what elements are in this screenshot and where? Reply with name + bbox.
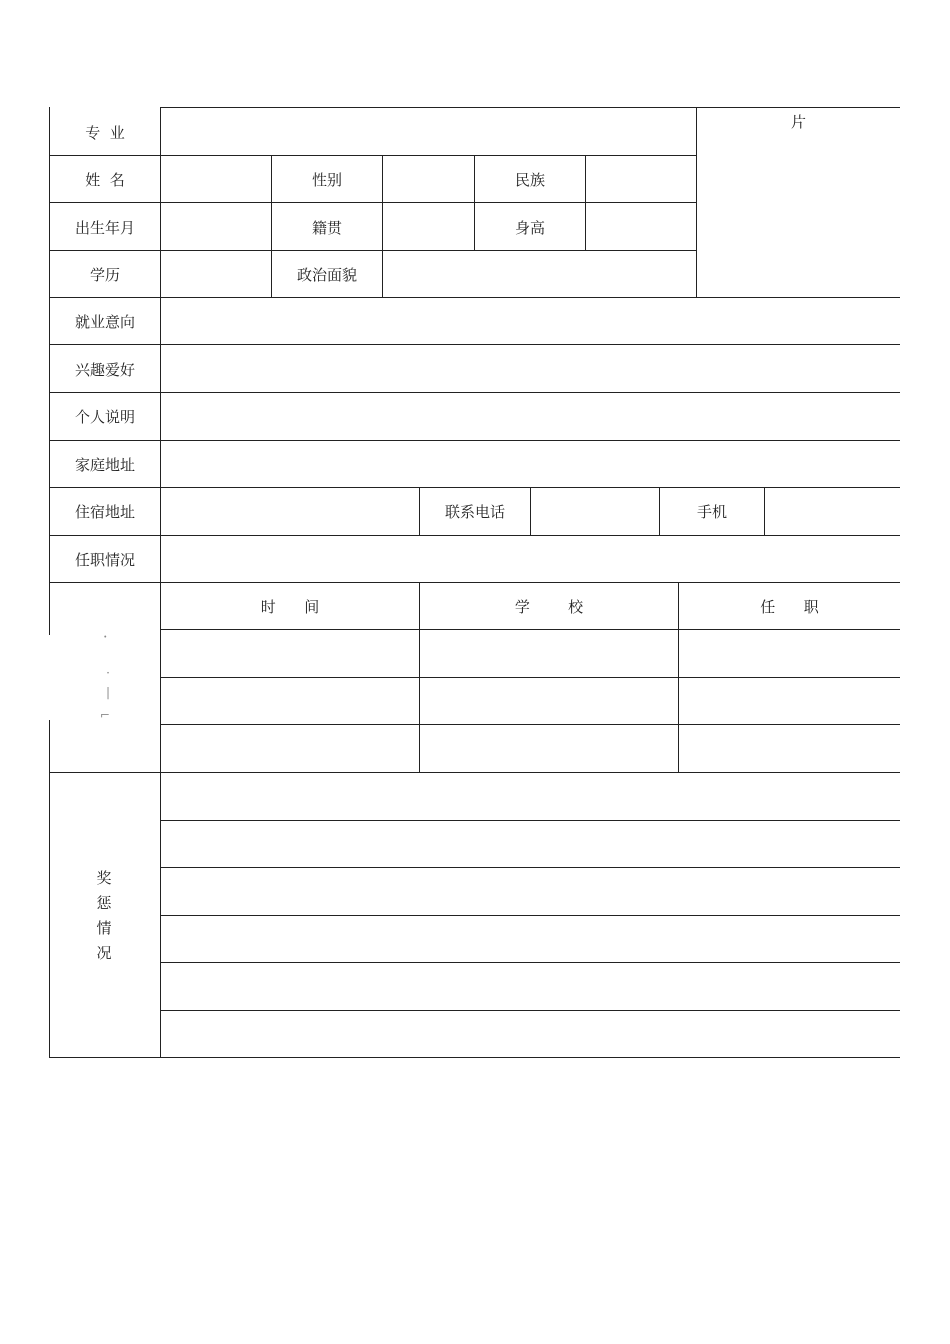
awards-label-char: 情 xyxy=(96,919,112,937)
contact-phone-field[interactable] xyxy=(531,488,659,535)
awards-row[interactable] xyxy=(161,963,900,1010)
mobile-field[interactable] xyxy=(765,488,900,535)
row-line xyxy=(49,582,900,583)
awards-row[interactable] xyxy=(161,868,900,915)
awards-row[interactable] xyxy=(161,916,900,962)
history-school-cell[interactable] xyxy=(420,630,678,677)
history-position-cell[interactable] xyxy=(679,630,900,677)
hobbies-field[interactable] xyxy=(161,345,900,392)
personal-statement-field[interactable] xyxy=(161,393,900,440)
major-field[interactable] xyxy=(161,108,696,155)
awards-row[interactable] xyxy=(161,1011,900,1057)
home-address-field[interactable] xyxy=(161,441,900,487)
border-bottom xyxy=(49,1057,900,1058)
native-place-field[interactable] xyxy=(383,203,474,250)
awards-label xyxy=(92,866,116,966)
dorm-address-label: 住宿地址 xyxy=(74,503,135,521)
major-label: 专 业 xyxy=(85,124,125,142)
obscured-glyph: · xyxy=(106,666,110,680)
photo-field[interactable] xyxy=(697,108,900,297)
gender-field[interactable] xyxy=(383,156,474,202)
history-position-header: 任 职 xyxy=(760,598,819,616)
history-time-cell[interactable] xyxy=(161,725,419,772)
height-label: 身高 xyxy=(514,219,545,237)
obscured-glyph: ⌐ xyxy=(99,708,111,722)
ethnicity-label: 民族 xyxy=(514,171,545,189)
hobbies-label: 兴趣爱好 xyxy=(74,361,135,379)
mobile-label: 手机 xyxy=(696,503,727,521)
border-left xyxy=(49,107,50,1058)
photo-label: 片 xyxy=(790,113,806,131)
height-field[interactable] xyxy=(586,203,696,250)
positions-label: 任职情况 xyxy=(74,551,135,569)
history-time-header: 时 间 xyxy=(260,598,320,616)
history-position-cell[interactable] xyxy=(679,678,900,724)
political-field[interactable] xyxy=(383,251,696,297)
personal-statement-label: 个人说明 xyxy=(74,408,135,426)
name-field[interactable] xyxy=(161,156,271,202)
home-address-label: 家庭地址 xyxy=(74,456,135,474)
positions-field[interactable] xyxy=(161,536,900,582)
dorm-address-field[interactable] xyxy=(161,488,419,535)
obscured-glyph: | xyxy=(105,685,111,699)
political-label: 政治面貌 xyxy=(296,266,357,284)
awards-label-char: 况 xyxy=(96,944,112,962)
name-label: 姓 名 xyxy=(85,171,125,189)
job-intention-field[interactable] xyxy=(161,298,900,344)
native-place-label: 籍贯 xyxy=(311,219,342,237)
history-time-cell[interactable] xyxy=(161,630,419,677)
awards-row[interactable] xyxy=(161,821,900,867)
awards-label-char: 惩 xyxy=(96,894,112,912)
contact-phone-label: 联系电话 xyxy=(444,503,505,521)
awards-label-char: 奖 xyxy=(96,869,112,887)
job-intention-label: 就业意向 xyxy=(74,313,135,331)
history-school-cell[interactable] xyxy=(420,725,678,772)
birth-label: 出生年月 xyxy=(74,219,135,237)
education-label: 学历 xyxy=(89,266,120,284)
gender-label: 性别 xyxy=(311,171,342,189)
ethnicity-field[interactable] xyxy=(586,156,696,202)
awards-row[interactable] xyxy=(161,773,900,820)
education-field[interactable] xyxy=(161,251,271,297)
history-time-cell[interactable] xyxy=(161,678,419,724)
history-position-cell[interactable] xyxy=(679,725,900,772)
obscured-glyph: ⠁ xyxy=(102,634,112,648)
history-school-header: 学 校 xyxy=(514,598,584,616)
history-school-cell[interactable] xyxy=(420,678,678,724)
birth-field[interactable] xyxy=(161,203,271,250)
